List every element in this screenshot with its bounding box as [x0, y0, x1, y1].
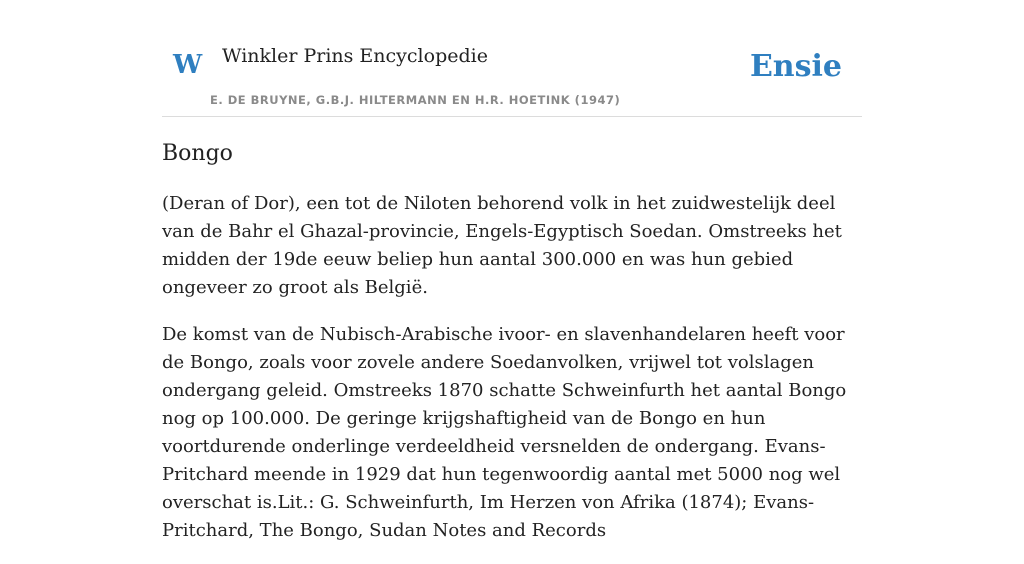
source-title[interactable]: Winkler Prins Encyclopedie	[222, 45, 488, 67]
article	[162, 138, 862, 564]
source-authors: E. DE BRUYNE, G.B.J. HILTERMANN EN H.R. HOETINK (1947)	[210, 93, 621, 107]
source-header	[162, 0, 862, 117]
article-paragraph: (Deran of Dor), een tot de Niloten behorend volk in het zuidwestelijk deel van de Bahr el Ghazal-provincie, Engels-Egyptisch Soedan. Omstreeks het midden der 19de eeuw beliep hun aantal 300.000 en was hun gebied ongeveer zo groot als België.	[162, 193, 842, 298]
article-title: Bongo	[162, 141, 233, 166]
source-logo-icon[interactable]: W	[173, 50, 203, 80]
article-paragraph: De komst van de Nubisch-Arabische ivoor- en slavenhandelaren heeft voor de Bongo, zoals voor zovele andere Soedanvolken, vrijwel tot volslagen ondergang geleid. Omstreeks 1870 schatte Schweinfurth het aantal Bongo nog op 100.000. De geringe krijgshaftigheid van de Bongo en hun voortdurende onderlinge verdeeldheid versnelden de ondergang. Evans-Pritchard meende in 1929 dat hun tegenwoordig aantal met 5000 nog wel overschat is.Lit.: G. Schweinfurth, Im Herzen von Afrika (1874); Evans-Pritchard, The Bongo, Sudan Notes and Records	[162, 324, 847, 541]
brand-logo[interactable]: Ensie	[749, 49, 842, 84]
